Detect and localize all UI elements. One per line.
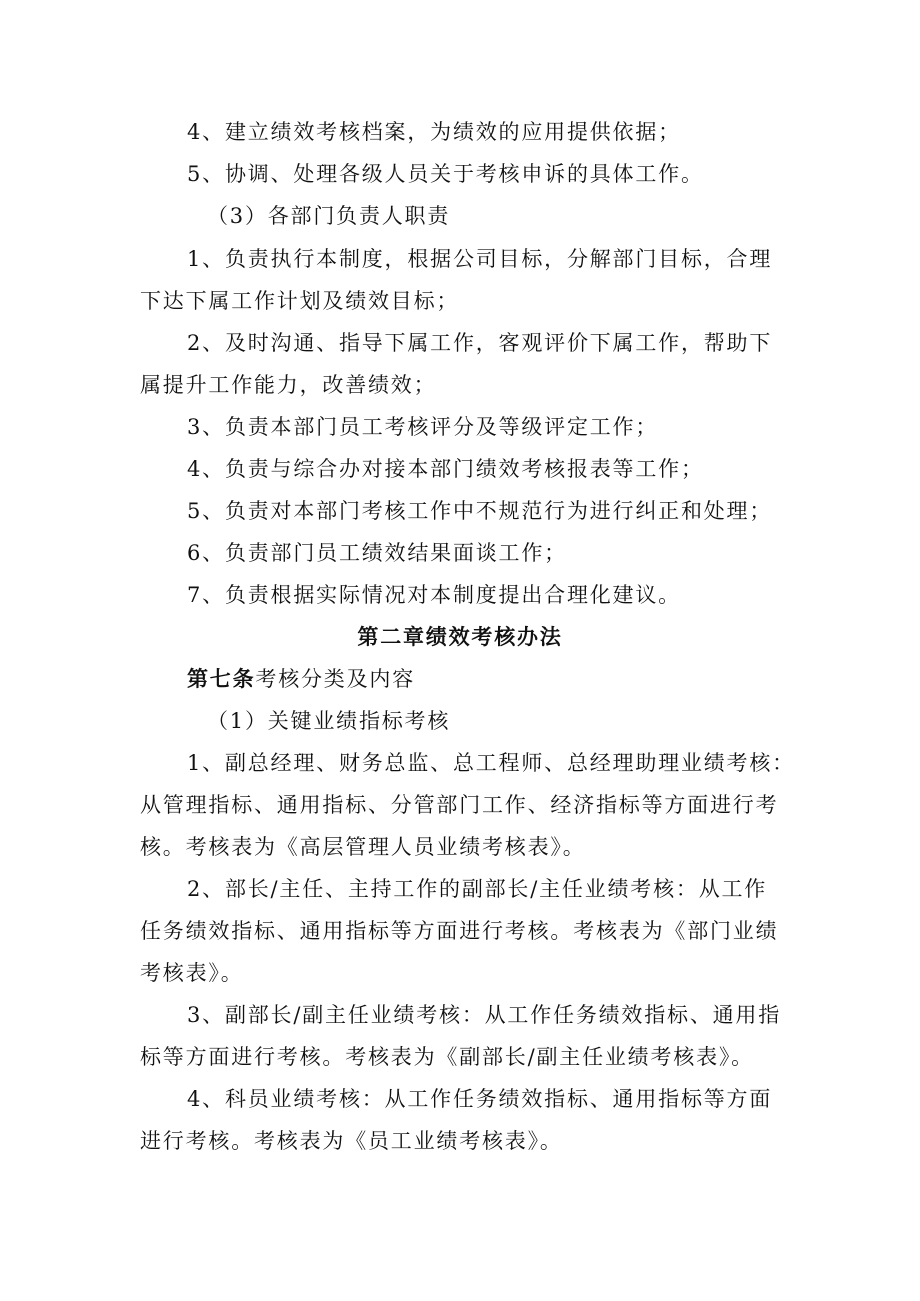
- paragraph-line: 5、负责对本部门考核工作中不规范行为进行纠正和处理；: [187, 499, 773, 523]
- paragraph-line: 标等方面进行考核。考核表为《副部长/副主任业绩考核表》。: [140, 1045, 754, 1069]
- paragraph-line: 2、及时沟通、指导下属工作，客观评价下属工作，帮助下: [187, 331, 773, 355]
- article-label: 第七条: [187, 667, 256, 691]
- paragraph-line: 4、科员业绩考核：从工作任务绩效指标、通用指标等方面: [187, 1087, 773, 1111]
- paragraph-line: 进行考核。考核表为《员工业绩考核表》。: [140, 1129, 563, 1153]
- section-subheading: （3）各部门负责人职责: [207, 204, 451, 228]
- paragraph-line: 考核表》。: [140, 961, 244, 985]
- paragraph-line: 1、副总经理、财务总监、总工程师、总经理助理业绩考核：: [187, 751, 795, 775]
- article-title: 考核分类及内容: [255, 667, 416, 691]
- paragraph-line: 下达下属工作计划及绩效目标；: [140, 289, 460, 313]
- paragraph-line: 任务绩效指标、通用指标等方面进行考核。考核表为《部门业绩: [140, 919, 779, 943]
- paragraph-line: 4、负责与综合办对接本部门绩效考核报表等工作；: [187, 457, 704, 481]
- paragraph-line: 从管理指标、通用指标、分管部门工作、经济指标等方面进行考: [140, 793, 779, 817]
- paragraph-line: 2、部长/主任、主持工作的副部长/主任业绩考核：从工作: [187, 877, 768, 901]
- chapter-heading: 第二章绩效考核办法: [357, 625, 563, 649]
- paragraph-line: 4、建立绩效考核档案，为绩效的应用提供依据；: [187, 120, 681, 144]
- section-subheading: （1）关键业绩指标考核: [207, 709, 451, 733]
- paragraph-line: 1、负责执行本制度，根据公司目标，分解部门目标，合理: [187, 247, 773, 271]
- paragraph-line: 属提升工作能力，改善绩效；: [140, 373, 437, 397]
- paragraph-line: 7、负责根据实际情况对本制度提出合理化建议。: [187, 583, 681, 607]
- paragraph-line: 核。考核表为《高层管理人员业绩考核表》。: [140, 835, 586, 859]
- article-heading: [187, 664, 837, 694]
- paragraph-line: 3、副部长/副主任业绩考核：从工作任务绩效指标、通用指: [187, 1003, 782, 1027]
- paragraph-line: 5、协调、处理各级人员关于考核申诉的具体工作。: [187, 162, 704, 186]
- paragraph-line: 6、负责部门员工绩效结果面谈工作；: [187, 541, 567, 565]
- paragraph-line: 3、负责本部门员工考核评分及等级评定工作；: [187, 415, 659, 439]
